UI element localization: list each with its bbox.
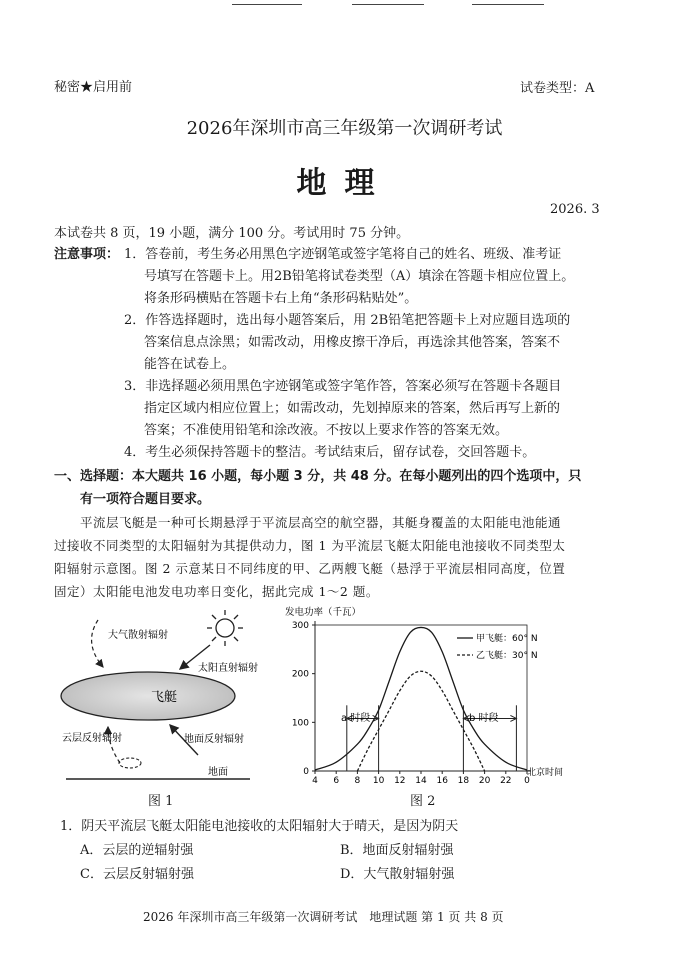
ground-reflection-label: 地面反射辐射 <box>184 734 244 745</box>
scatter-radiation-arrow <box>92 620 103 667</box>
note-line: 答案；不准使用铅笔和涂改液。不按以上要求作答的答案无效。 <box>144 423 509 438</box>
exam-title: 2026年深圳市高三年级第一次调研考试 <box>186 118 503 139</box>
exam-date: 2026. 3 <box>550 202 600 217</box>
chart-ylabel: 发电功率（千瓦） <box>285 607 362 618</box>
y-tick-label: 200 <box>291 669 309 680</box>
scatter-label: 大气散射辐射 <box>108 630 168 641</box>
note-line: 将条形码横贴在答题卡右上角“条形码粘贴处”。 <box>144 291 418 306</box>
x-tick-label: 14 <box>415 776 427 785</box>
figure-1-caption: 图 1 <box>148 794 174 809</box>
option-c: C．云层反射辐射强 <box>80 867 194 882</box>
series-line-yi <box>357 671 484 771</box>
note-line: 1．答卷前，考生务必用黑色字迹钢笔或签字笔将自己的姓名、班级、准考证 <box>124 247 562 262</box>
x-tick-label: 0 <box>524 776 530 785</box>
y-tick-label: 0 <box>303 767 309 777</box>
exam-intro: 本试卷共 8 页，19 小题，满分 100 分。考试用时 75 分钟。 <box>54 226 410 241</box>
note-line: 答案信息点涂黑；如需改动，用橡皮擦干净后，再选涂其他答案，答案不 <box>144 335 561 350</box>
passage-line: 平流层飞艇是一种可长期悬浮于平流层高空的航空器，其艇身覆盖的太阳能电池能通 <box>80 515 562 530</box>
a-period-label: a 时段 <box>341 713 371 724</box>
x-tick-label: 4 <box>312 776 318 785</box>
option-a: A．云层的逆辐射强 <box>80 843 194 858</box>
notes-label: 注意事项： <box>54 247 120 262</box>
direct-label: 太阳直射辐射 <box>198 663 258 674</box>
x-tick-label: 18 <box>457 776 470 785</box>
confidential-mark: 秘密★启用前 <box>54 80 133 95</box>
section-heading-cont: 有一项符合题目要求。 <box>80 492 211 507</box>
x-tick-label: 8 <box>354 776 361 785</box>
airship-shape <box>61 672 235 720</box>
option-b: B．地面反射辐射强 <box>340 843 454 858</box>
legend-label: 乙飞艇：30° N <box>476 651 538 661</box>
figure-1-diagram <box>58 605 283 810</box>
question-1-stem: 1．阴天平流层飞艇太阳能电池接收的太阳辐射大于晴天，是因为阴天 <box>60 819 459 834</box>
paper-type: 试卷类型：A <box>520 81 595 96</box>
option-d: D．大气散射辐射强 <box>340 867 455 882</box>
cloud-shape <box>119 758 141 768</box>
page-footer: 2026 年深圳市高三年级第一次调研考试 地理试题 第 1 页 共 8 页 <box>143 910 504 924</box>
subject-title: 地理 <box>296 166 393 201</box>
chart-xlabel: 北京时间 <box>527 768 564 778</box>
passage-line: 固定）太阳能电池发电功率日变化，据此完成 1～2 题。 <box>54 584 379 599</box>
legend-label: 甲飞艇：60° N <box>476 634 538 644</box>
x-tick-label: 10 <box>372 776 385 785</box>
x-tick-label: 22 <box>500 776 512 785</box>
top-rule <box>0 4 689 5</box>
section-heading: 一、选择题：本大题共 16 小题，每小题 3 分，共 48 分。在每小题列出的四个选项中，只 <box>54 469 582 484</box>
cloud-label: 云层反射辐射 <box>62 733 122 744</box>
b-period-label: b 时段 <box>469 713 499 724</box>
note-line: 4．考生必须保持答题卡的整洁。考试结束后，留存试卷，交回答题卡。 <box>124 445 536 460</box>
airship-label: 飞艇 <box>151 690 178 705</box>
x-tick-label: 12 <box>394 776 406 785</box>
note-line: 指定区域内相应位置上；如需改动，先划掉原来的答案，然后再写上新的 <box>144 401 561 416</box>
note-line: 能答在试卷上。 <box>144 357 236 372</box>
passage-line: 阳辐射示意图。图 2 示意某日不同纬度的甲、乙两艘飞艇（悬浮于平流层相同高度，位置 <box>54 561 566 576</box>
note-line: 3．非选择题必须用黑色字迹钢笔或签字笔作答，答案必须写在答题卡各题目 <box>124 379 562 394</box>
x-tick-label: 6 <box>333 776 340 785</box>
x-tick-label: 20 <box>478 776 491 785</box>
note-line: 号填写在答题卡上。用2B铅笔将试卷类型（A）填涂在答题卡相应位置上。 <box>144 269 575 284</box>
y-tick-label: 300 <box>291 621 309 631</box>
ground-label: 地面 <box>208 767 228 778</box>
figure-2-caption: 图 2 <box>410 794 436 809</box>
y-tick-label: 100 <box>291 718 309 729</box>
figure-2-chart <box>283 603 573 785</box>
passage-line: 过接收不同类型的太阳辐射为其提供动力，图 1 为平流层飞艇太阳能电池接收不同类型太 <box>54 538 566 553</box>
note-line: 2．作答选择题时，选出每小题答案后，用 2B铅笔把答题卡上对应题目选项的 <box>124 313 571 328</box>
x-tick-label: 16 <box>436 776 448 785</box>
sun-icon <box>207 610 243 646</box>
